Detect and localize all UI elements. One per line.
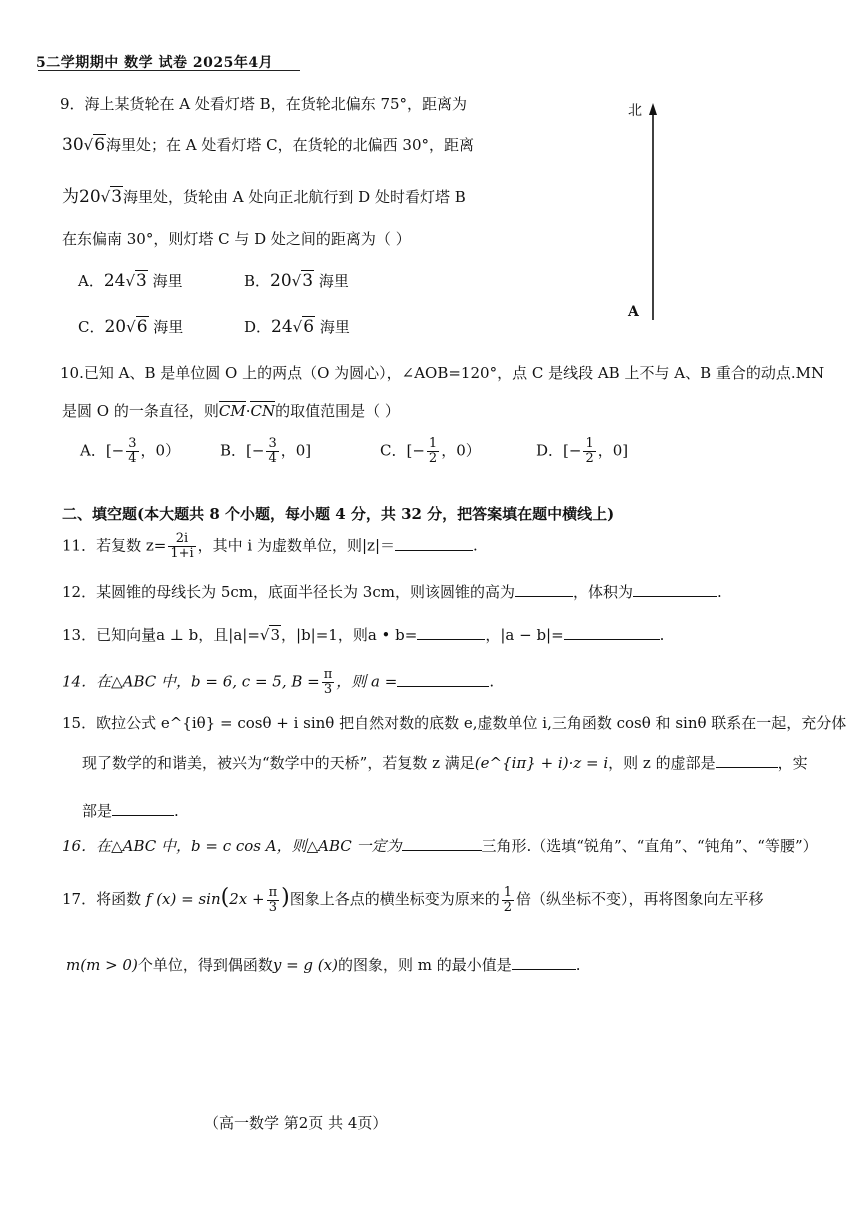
q17-line-1: 17．将函数 f (x) = sin(2x + $\frac{\pi}{3}$ )图象上各点的横坐标变为原来的 $\frac{1}{2}$ 倍（纵坐标不变），再将图象向左平移 [62, 884, 764, 915]
q10-option-b: B．[− $\frac{3}{4}$ ，0] [220, 436, 312, 466]
q17-answer-blank [512, 955, 576, 970]
q9-line-3-text: 海里处，货轮由 A 处向正北航行到 D 处时看灯塔 B [123, 188, 466, 206]
page-footer: （高一数学 第2页 共 4页） [204, 1114, 388, 1132]
q9-option-b: B．20√3 海里 [244, 271, 349, 291]
q15-line-2: 现了数学的和谐美，被兴为“数学中的天桥”，若复数 z 满足(e^{iπ} + i)·z = i，则 z 的虚部是 ，实 [82, 754, 808, 772]
q11: 11．若复数 z= $\frac{2i}{1+i}$ ，其中 i 为虚数单位，则|z|＝ . [62, 531, 478, 561]
q13-norm-blank [564, 625, 660, 640]
q9-distance-rad-c: 3 [111, 187, 123, 207]
q15-line-3: 部是 . [82, 802, 179, 820]
q13: 13．已知向量a ⊥ b，且|a|=√3，|b|=1，则a • b= ，|a − b|= . [62, 626, 665, 644]
q9-option-c: C．20√6 海里 [78, 317, 184, 337]
q12-volume-blank [633, 582, 717, 597]
north-arrow-diagram [640, 95, 670, 325]
q9-line-1: 9．海上某货轮在 A 处看灯塔 B，在货轮北偏东 75°，距离为 [60, 95, 468, 113]
q10-line-2: 是圆 O 的一条直径，则CM·CN的取值范围是（ ） [62, 402, 400, 420]
header-underline [38, 70, 300, 71]
q9-option-d: D．24√6 海里 [244, 317, 350, 337]
q10-option-c: C．[− $\frac{1}{2}$ ，0） [380, 436, 481, 466]
q14: 14．在△ABC 中，b = 6, c = 5, B = $\frac{\pi}{3}$ ，则 a = . [62, 667, 495, 697]
q10-option-a: A．[− $\frac{3}{4}$ ，0） [80, 436, 181, 466]
q12: 12．某圆锥的母线长为 5cm，底面半径长为 3cm，则该圆锥的高为 ，体积为 . [62, 583, 722, 601]
q14-answer-blank [397, 672, 489, 687]
q16: 16．在△ABC 中，b = c cos A，则△ABC 一定为 三角形.（选填“锐角”、“直角”、“钝角”、“等腰”） [62, 837, 818, 855]
q15-imag-blank [716, 753, 778, 768]
q9-line-3: 为20√3海里处，货轮由 A 处向正北航行到 D 处时看灯塔 B [62, 187, 466, 207]
vector-cm: CM [218, 402, 246, 420]
q15-line-1: 15．欧拉公式 e^{iθ} = cosθ + i sinθ 把自然对数的底数 e,虚数单位 i,三角函数 cosθ 和 sinθ 联系在一起，充分体 [62, 714, 847, 732]
q12-height-blank [515, 582, 573, 597]
q9-distance-coef-b: 30 [62, 135, 84, 155]
q11-answer-blank [395, 536, 473, 551]
q9-option-a: A．24√3 海里 [78, 271, 183, 291]
q16-answer-blank [402, 836, 482, 851]
q13-dot-blank [417, 625, 485, 640]
point-a-label: A [628, 304, 639, 320]
exam-header: 5二学期期中 数学 试卷 2025年4月 [36, 55, 274, 71]
q9-distance-coef-c: 为20 [62, 187, 101, 207]
q15-real-blank [112, 801, 174, 816]
north-arrow-head [649, 103, 657, 115]
north-label: 北 [628, 103, 642, 119]
q9-distance-rad-b: 6 [94, 135, 106, 155]
q9-line-4: 在东偏南 30°，则灯塔 C 与 D 处之间的距离为（ ） [62, 230, 411, 248]
q9-line-2-text: 海里处；在 A 处看灯塔 C，在货轮的北偏西 30°，距离 [106, 136, 475, 154]
q10-option-d: D．[− $\frac{1}{2}$ ，0] [536, 436, 629, 466]
section-2-title: 二、填空题(本大题共 8 个小题，每小题 4 分，共 32 分，把答案填在题中横线上) [62, 505, 615, 523]
vector-cn: CN [250, 402, 276, 420]
q17-line-2: m(m > 0)个单位，得到偶函数y = g (x)的图象，则 m 的最小值是 . [66, 956, 581, 974]
q10-line-1: 10.已知 A、B 是单位圆 O 上的两点（O 为圆心），∠AOB=120°，点 C 是线段 AB 上不与 A、B 重合的动点.MN [60, 364, 825, 382]
q9-line-2: 30√6海里处；在 A 处看灯塔 C，在货轮的北偏西 30°，距离 [62, 135, 475, 155]
